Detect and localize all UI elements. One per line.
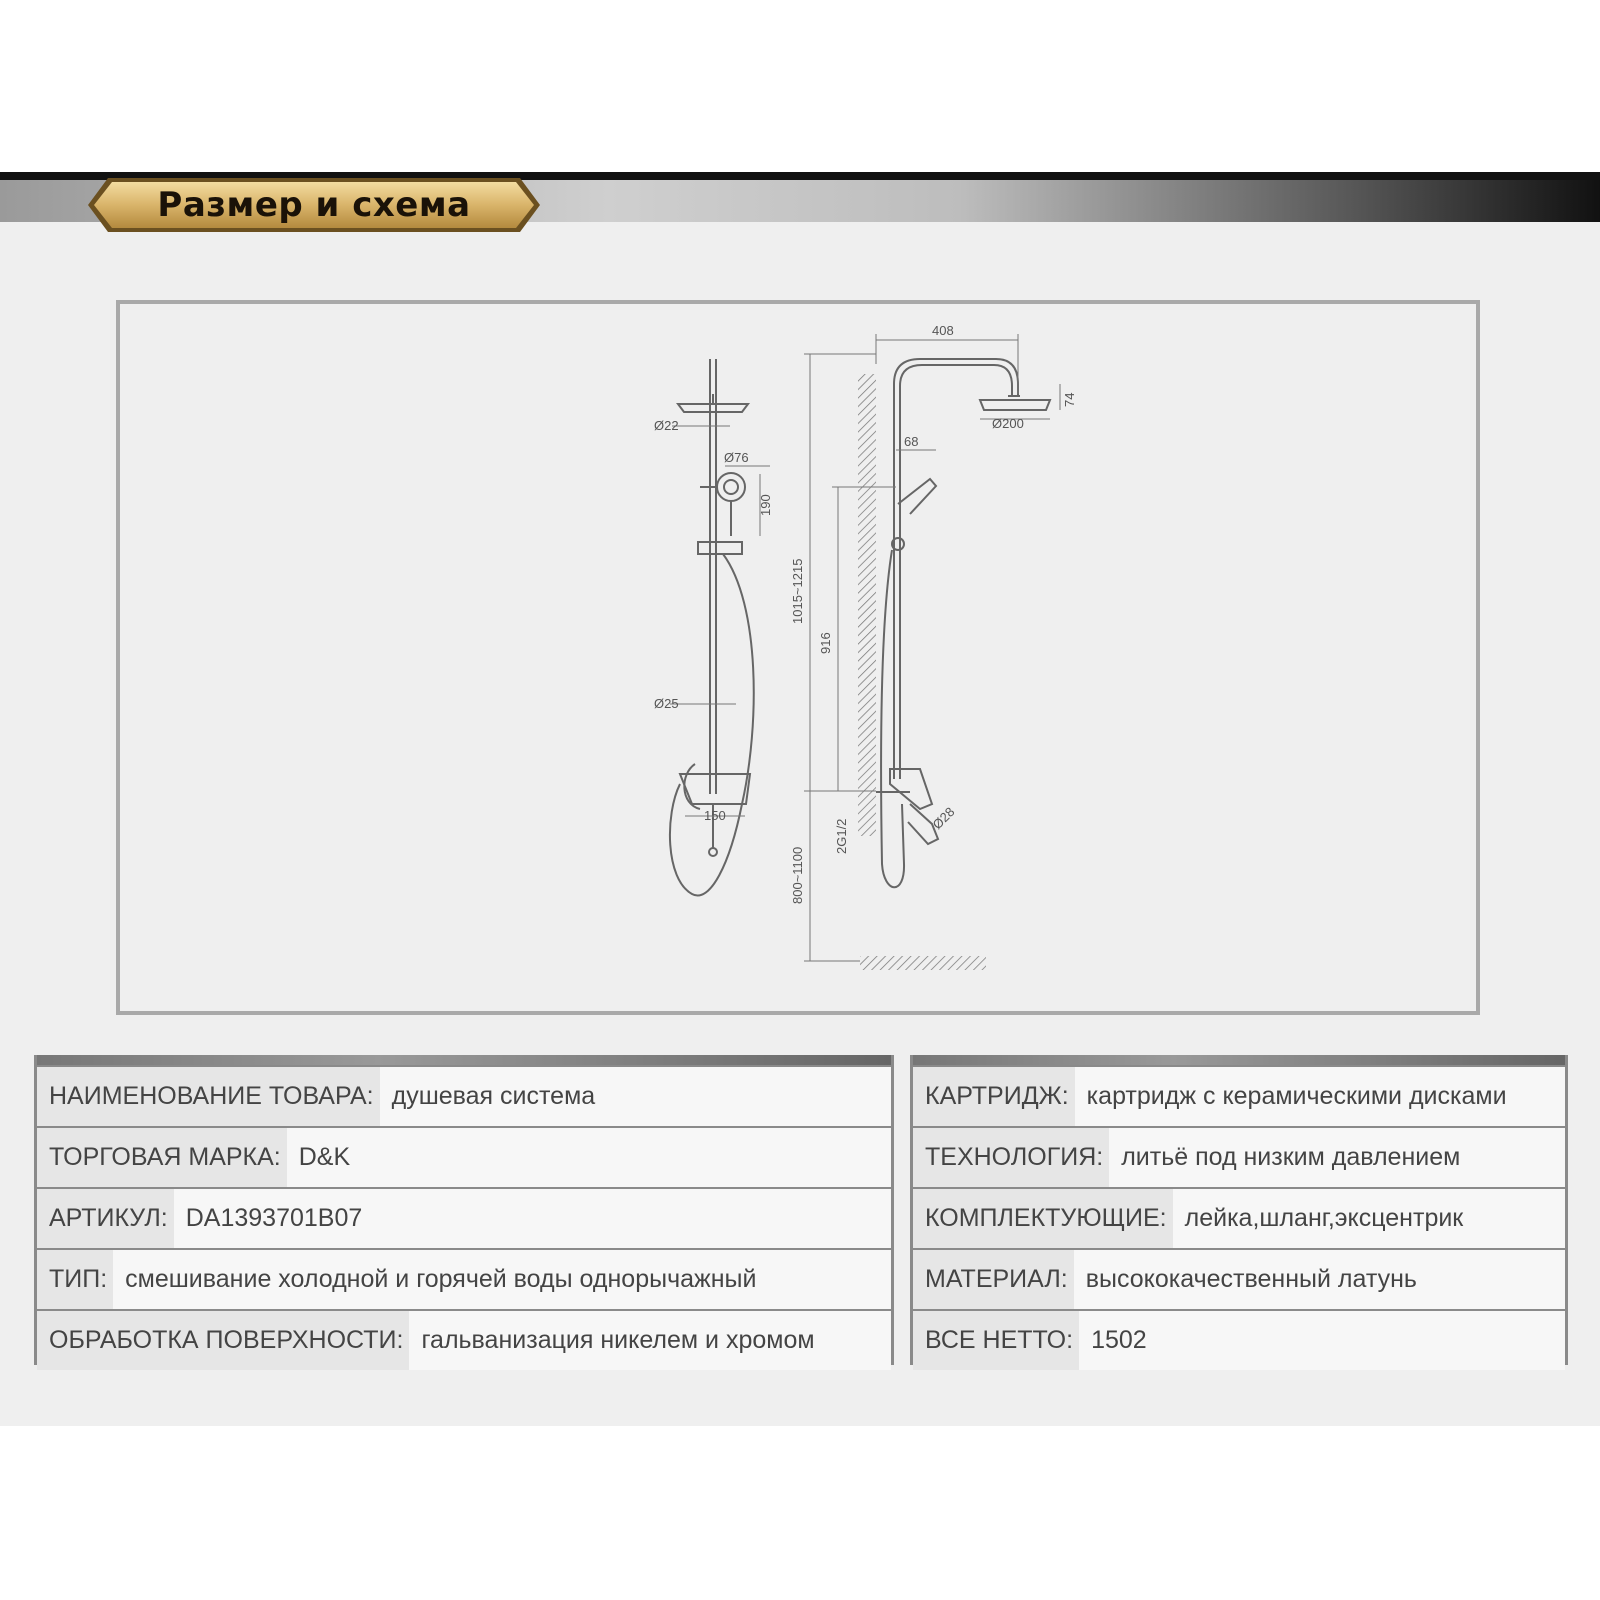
- side-rain-shower-head: [980, 400, 1050, 410]
- spec-table-left-topbar: [37, 1055, 891, 1065]
- spec-label: АРТИКУЛ:: [37, 1189, 174, 1248]
- spec-value: смешивание холодной и горячей воды однорычажный: [113, 1250, 891, 1309]
- dim-w150: 150: [704, 808, 726, 823]
- spec-value: картридж с керамическими дисками: [1075, 1067, 1565, 1126]
- spec-value: 1502: [1079, 1311, 1565, 1370]
- spec-label: ТИП:: [37, 1250, 113, 1309]
- dim-d22: Ø22: [654, 418, 679, 433]
- front-holder: [698, 542, 742, 554]
- spec-label: НАИМЕНОВАНИЕ ТОВАРА:: [37, 1067, 380, 1126]
- dim-h916: 916: [818, 632, 833, 654]
- spec-label: ОБРАБОТКА ПОВЕРХНОСТИ:: [37, 1311, 409, 1370]
- side-mixer: [890, 769, 932, 809]
- spec-row: [913, 1065, 1565, 1126]
- spec-value: лейка,шланг,эксцентрик: [1173, 1189, 1565, 1248]
- spec-row: [37, 1126, 891, 1187]
- spec-label: КАРТРИДЖ:: [913, 1067, 1075, 1126]
- dim-d200: Ø200: [992, 416, 1024, 431]
- spec-label: МАТЕРИАЛ:: [913, 1250, 1074, 1309]
- spec-row: [37, 1187, 891, 1248]
- spec-value: D&K: [287, 1128, 891, 1187]
- dim-d28: Ø28: [929, 804, 958, 833]
- page-title: Размер и схема: [157, 185, 471, 225]
- front-rain-shower-head: [678, 404, 748, 412]
- floor-hatch: [860, 956, 986, 970]
- dim-h190: 190: [758, 494, 773, 516]
- spec-value: высококачественный латунь: [1074, 1250, 1565, 1309]
- spec-label: ТОРГОВАЯ МАРКА:: [37, 1128, 287, 1187]
- spec-row: [913, 1126, 1565, 1187]
- spec-row: [37, 1248, 891, 1309]
- spec-row: [913, 1248, 1565, 1309]
- side-hand-shower: [898, 479, 936, 514]
- spec-row: [37, 1309, 891, 1370]
- spec-label: ВСЕ НЕТТО:: [913, 1311, 1079, 1370]
- spec-table-right-topbar: [913, 1055, 1565, 1065]
- spec-table-right: [910, 1055, 1568, 1365]
- diagram-frame: [116, 300, 1480, 1015]
- dim-d25: Ø25: [654, 696, 679, 711]
- spec-table-left: [34, 1055, 894, 1365]
- spec-label: КОМПЛЕКТУЮЩИЕ:: [913, 1189, 1173, 1248]
- dim-g12: 2G1/2: [834, 818, 849, 854]
- dim-h74: 74: [1062, 392, 1077, 407]
- front-hose: [670, 554, 754, 896]
- dim-h1015-1215: 1015~1215: [790, 558, 805, 624]
- wall-hatch: [858, 374, 876, 836]
- spec-value: DA1393701B07: [174, 1189, 891, 1248]
- spec-label: ТЕХНОЛОГИЯ:: [913, 1128, 1109, 1187]
- shower-system-diagram: [120, 304, 1476, 1011]
- spec-row: [913, 1309, 1565, 1370]
- front-hand-shower: [717, 473, 745, 501]
- dim-d76: Ø76: [724, 450, 749, 465]
- spec-value: душевая система: [380, 1067, 891, 1126]
- spec-value: гальванизация никелем и хромом: [409, 1311, 891, 1370]
- dim-w68: 68: [904, 434, 919, 449]
- spec-row: [37, 1065, 891, 1126]
- dim-h800-1100: 800~1100: [790, 846, 805, 904]
- spec-value: литьё под низким давлением: [1109, 1128, 1565, 1187]
- spec-row: [913, 1187, 1565, 1248]
- dim-w408: 408: [932, 323, 954, 338]
